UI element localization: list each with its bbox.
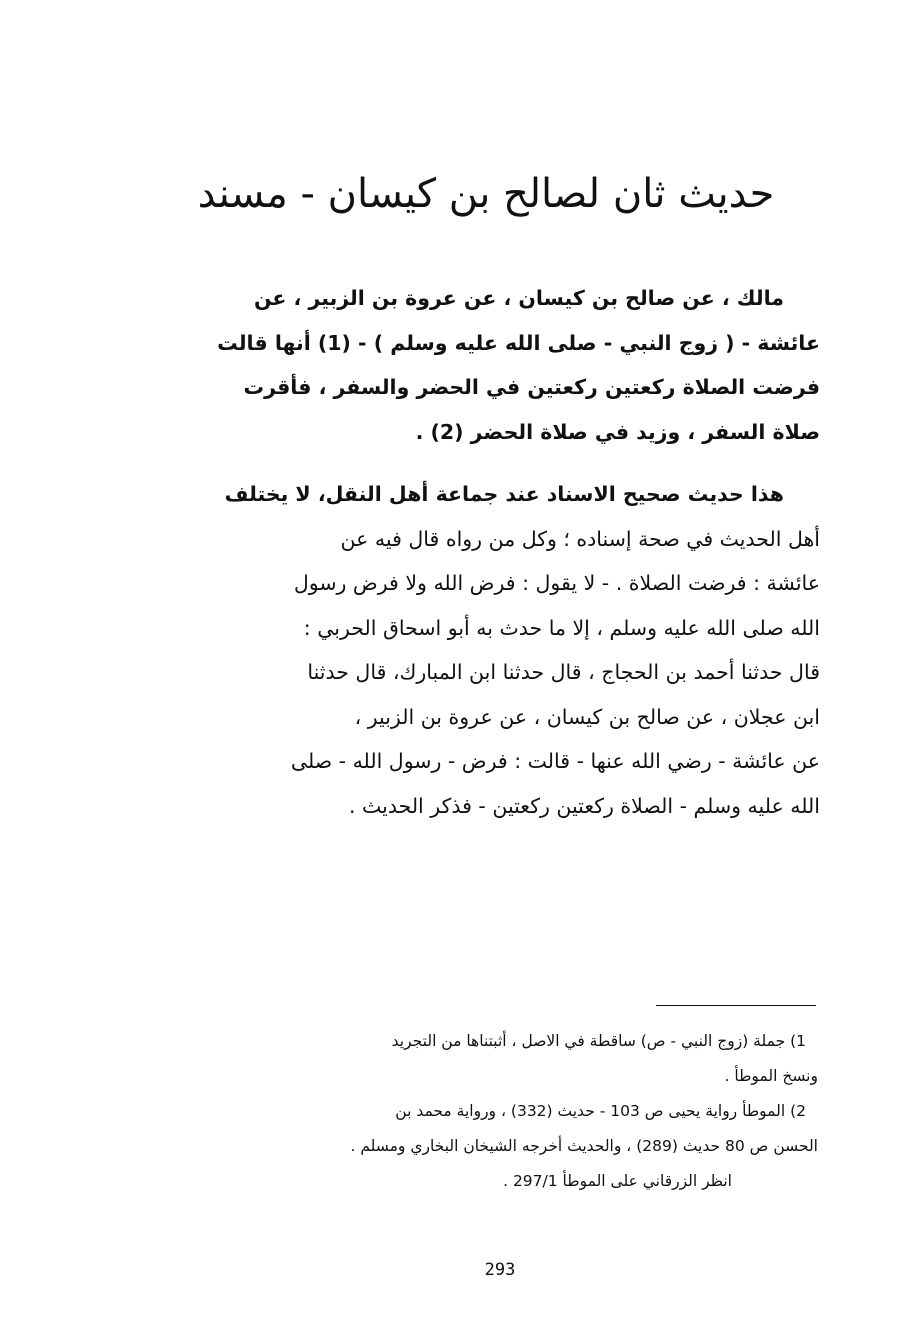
hadith-text-paragraph [182, 276, 820, 454]
text-line: الله صلى الله عليه وسلم ، إلا ما حدث به أبو اسحاق الحربي : [303, 615, 820, 640]
footnote-line: الحسن ص 80 حديث (289) ، والحديث أخرجه الشيخان البخاري ومسلم . [350, 1137, 818, 1155]
text-line: أهل الحديث في صحة إسناده ؛ وكل من رواه قال فيه عن [340, 526, 820, 551]
page-number: 293 [484, 1260, 516, 1280]
footnote-line: ونسخ الموطأ . [724, 1067, 818, 1085]
text-line: قال حدثنا أحمد بن الحجاج ، قال حدثنا ابن المبارك، قال حدثنا [307, 660, 820, 684]
footnote-1 [176, 1024, 818, 1094]
footnote-line: انظر الزرقاني على الموطأ 297/1 . [503, 1172, 732, 1190]
footnote-2 [176, 1094, 818, 1199]
page-title: حديث ثان لصالح بن كيسان - مسند [197, 171, 775, 217]
footnote-line: 1) جملة (زوج النبي - ص) ساقطة في الاصل ، أثبتناها من التجريد [391, 1032, 806, 1050]
text-line: عائشة - ( زوج النبي - صلى الله عليه وسلم ) - (1) أنها قالت [217, 330, 820, 355]
footnotes [176, 1024, 818, 1199]
text-line: صلاة السفر ، وزيد في صلاة الحضر (2) . [415, 419, 820, 444]
text-line: فرضت الصلاة ركعتين ركعتين في الحضر والسفر ، فأقرت [243, 375, 820, 399]
footnote-line: 2) الموطأ رواية يحيى ص 103 - حديث (332) ، ورواية محمد بن [395, 1102, 806, 1120]
text-line: الله عليه وسلم - الصلاة ركعتين ركعتين - فذكر الحديث . [348, 793, 820, 818]
text-line: ابن عجلان ، عن صالح بن كيسان ، عن عروة بن الزبير ، [354, 704, 820, 729]
footnote-separator [656, 1005, 816, 1006]
text-line: هذا حديث صحيح الاسناد عند جماعة أهل النقل، لا يختلف [224, 482, 784, 506]
text-line: عن عائشة - رضي الله عنها - قالت : فرض - رسول الله - صلى [290, 749, 820, 773]
text-line: مالك ، عن صالح بن كيسان ، عن عروة بن الزبير ، عن [253, 286, 784, 310]
commentary-paragraph [182, 472, 820, 828]
text-line: عائشة : فرضت الصلاة . - لا يقول : فرض الله ولا فرض رسول [293, 571, 820, 595]
